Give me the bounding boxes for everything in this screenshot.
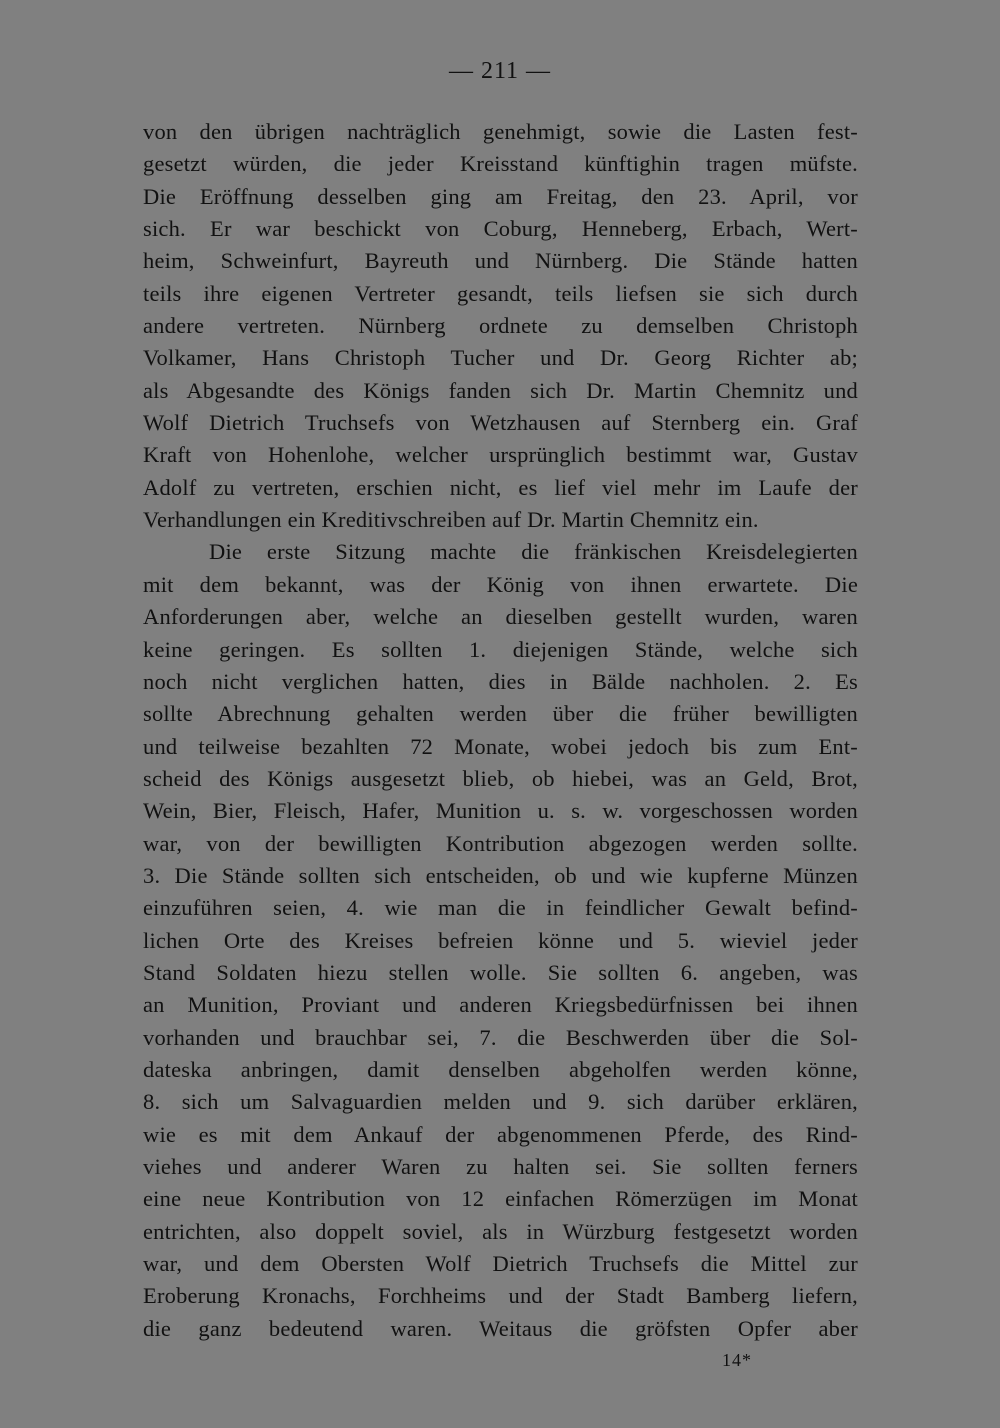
text-line: gesetzt würden, die jeder Kreisstand künftighin tragen müfste. — [143, 151, 858, 177]
text-line: vorhanden und brauchbar sei, 7. die Beschwerden über die Sol- — [143, 1024, 858, 1050]
signature-mark: 14* — [722, 1350, 752, 1370]
text-line: die ganz bedeutend waren. Weitaus die gröfsten Opfer aber — [143, 1315, 858, 1341]
text-line: Eroberung Kronachs, Forchheims und der Stadt Bamberg liefern, — [143, 1283, 858, 1309]
text-line: Anforderungen aber, welche an dieselben gestellt wurden, waren — [143, 604, 858, 630]
text-line: sollte Abrechnung gehalten werden über die früher bewilligten — [143, 701, 858, 727]
text-line: als Abgesandte des Königs fanden sich Dr. Martin Chemnitz und — [143, 377, 858, 403]
text-line: entrichten, also doppelt soviel, als in Würzburg festgesetzt worden — [143, 1218, 858, 1244]
text-line: Wolf Dietrich Truchsefs von Wetzhausen auf Sternberg ein. Graf — [143, 410, 858, 436]
text-line: Wein, Bier, Fleisch, Hafer, Munition u. s. w. vorgeschossen worden — [143, 798, 858, 824]
text-line: teils ihre eigenen Vertreter gesandt, teils liefsen sie sich durch — [143, 280, 858, 306]
text-line: mit dem bekannt, was der König von ihnen erwartete. Die — [143, 571, 858, 597]
text-line: sich. Er war beschickt von Coburg, Henneberg, Erbach, Wert- — [143, 216, 858, 242]
text-line: scheid des Königs ausgesetzt blieb, ob hiebei, was an Geld, Brot, — [143, 765, 858, 791]
text-line: war, und dem Obersten Wolf Dietrich Truchsefs die Mittel zur — [143, 1251, 858, 1277]
text-line: an Munition, Proviant und anderen Kriegsbedürfnissen bei ihnen — [143, 992, 858, 1018]
text-line: 8. sich um Salvaguardien melden und 9. sich darüber erklären, — [143, 1089, 858, 1115]
text-line: heim, Schweinfurt, Bayreuth und Nürnberg. Die Stände hatten — [143, 248, 858, 274]
text-line: dateska anbringen, damit denselben abgeholfen werden könne, — [143, 1056, 858, 1082]
text-line: noch nicht verglichen hatten, dies in Bälde nachholen. 2. Es — [143, 668, 858, 694]
body-text — [143, 116, 858, 1345]
text-line: andere vertreten. Nürnberg ordnete zu demselben Christoph — [143, 313, 858, 339]
text-line: wie es mit dem Ankauf der abgenommenen Pferde, des Rind- — [143, 1121, 858, 1147]
page-number: — 211 — — [448, 58, 552, 84]
text-line: viehes und anderer Waren zu halten sei. Sie sollten ferners — [143, 1154, 858, 1179]
text-line: lichen Orte des Kreises befreien könne und 5. wieviel jeder — [143, 927, 858, 953]
text-line: Verhandlungen ein Kreditivschreiben auf Dr. Martin Chemnitz ein. — [143, 507, 759, 533]
text-line: war, von der bewilligten Kontribution abgezogen werden sollte. — [143, 830, 858, 856]
text-line: von den übrigen nachträglich genehmigt, sowie die Lasten fest- — [143, 119, 858, 144]
text-line: Die Eröffnung desselben ging am Freitag, den 23. April, vor — [143, 183, 858, 209]
text-line: Kraft von Hohenlohe, welcher ursprünglich bestimmt war, Gustav — [143, 442, 858, 468]
text-line: 3. Die Stände sollten sich entscheiden, ob und wie kupferne Münzen — [143, 862, 858, 888]
text-line: Adolf zu vertreten, erschien nicht, es lief viel mehr im Laufe der — [143, 474, 858, 500]
text-line: Volkamer, Hans Christoph Tucher und Dr. Georg Richter ab; — [143, 345, 858, 371]
text-line: keine geringen. Es sollten 1. diejenigen Stände, welche sich — [143, 636, 858, 662]
text-line: eine neue Kontribution von 12 einfachen Römerzügen im Monat — [143, 1186, 858, 1212]
text-line: Die erste Sitzung machte die fränkischen Kreisdelegierten — [209, 539, 858, 565]
text-line: einzuführen seien, 4. wie man die in feindlicher Gewalt befind- — [143, 895, 858, 921]
text-line: Stand Soldaten hiezu stellen wolle. Sie sollten 6. angeben, was — [143, 959, 858, 985]
text-line: und teilweise bezahlten 72 Monate, wobei jedoch bis zum Ent- — [143, 733, 858, 759]
